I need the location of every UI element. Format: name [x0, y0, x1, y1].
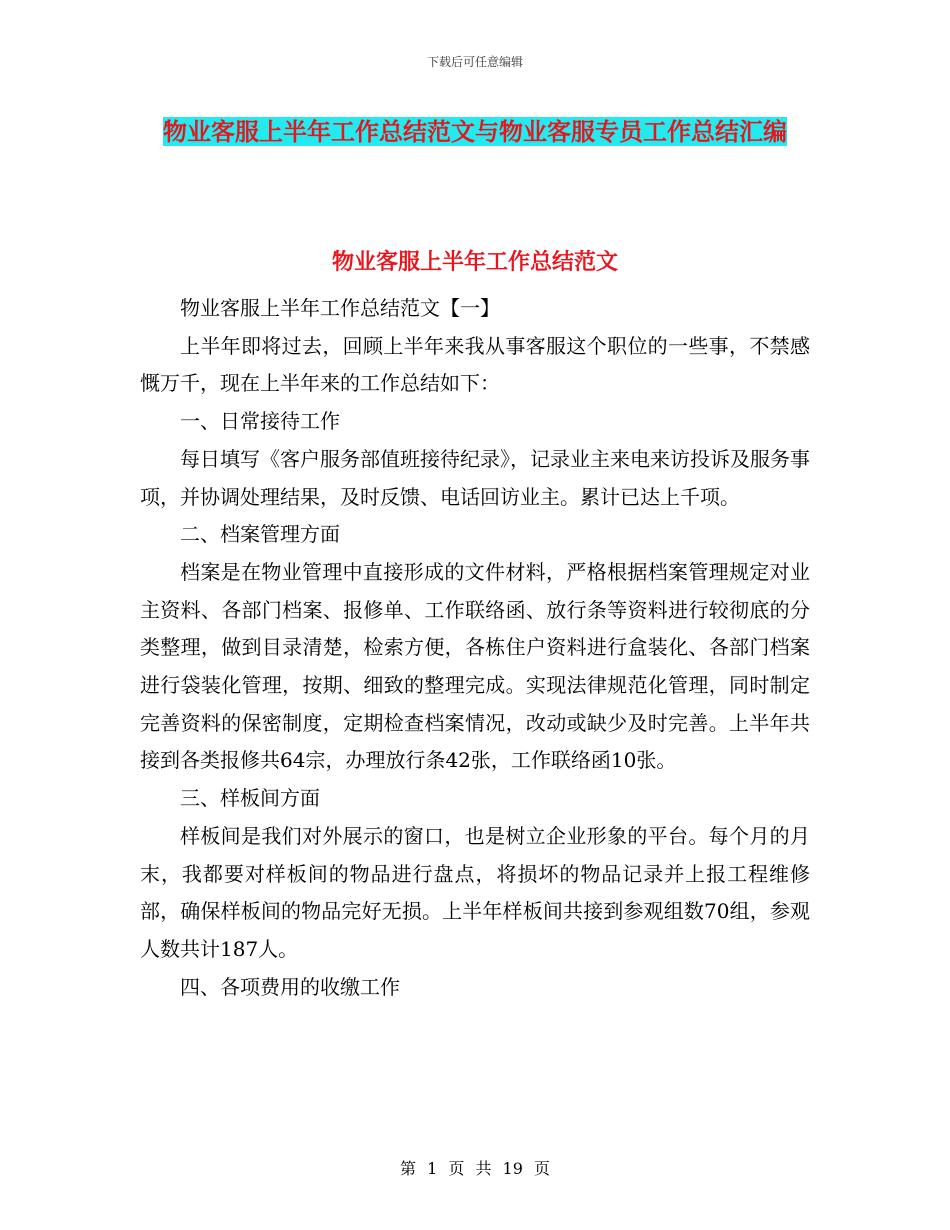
paragraph: 物业客服上半年工作总结范文【一】 — [180, 296, 500, 320]
paragraph: 档案是在物业管理中直接形成的文件材料，严格根据档案管理规定对业主资料、各部门档案、报修单、工作联络函、放行条等资料进行较彻底的分类整理，做到目录清楚，检索方便，各栋住户资料进行盒装化、各部门档案进行袋装化管理，按期、细致的整理完成。实现法律规范化管理，同时制定完善资料的保密制度，定期检查档案情况，改动或缺少及时完善。上半年共接到各类报修共64宗，办理放行条42张，工作联络函10张。 — [140, 559, 810, 773]
paragraph: 四、各项费用的收缴工作 — [180, 974, 400, 999]
paragraph: 每日填写《客户服务部值班接待纪录》，记录业主来电来访投诉及服务事项，并协调处理结果，及时反馈、电话回访业主。累计已达上千项。 — [140, 446, 810, 509]
document-title — [140, 110, 810, 153]
document-body — [140, 290, 810, 1006]
paragraph: 一、日常接待工作 — [180, 409, 340, 434]
paragraph: 二、档案管理方面 — [180, 522, 340, 547]
page-footer: 第 1 页 共 19 页 — [400, 1159, 550, 1178]
paragraph: 三、样板间方面 — [180, 786, 320, 811]
paragraph: 上半年即将过去，回顾上半年来我从事客服这个职位的一些事，不禁感慨万千，现在上半年来的工作总结如下： — [140, 333, 810, 396]
document-title-text: 物业客服上半年工作总结范文与物业客服专员工作总结汇编 — [163, 117, 787, 146]
section-title: 物业客服上半年工作总结范文 — [331, 249, 618, 275]
paragraph: 样板间是我们对外展示的窗口，也是树立企业形象的平台。每个月的月末，我都要对样板间的物品进行盘点，将损坏的物品记录并上报工程维修部，确保样板间的物品完好无损。上半年样板间共接到参观组数70组，参观人数共计187人。 — [140, 823, 810, 961]
header-note: 下载后可任意编辑 — [426, 55, 523, 69]
